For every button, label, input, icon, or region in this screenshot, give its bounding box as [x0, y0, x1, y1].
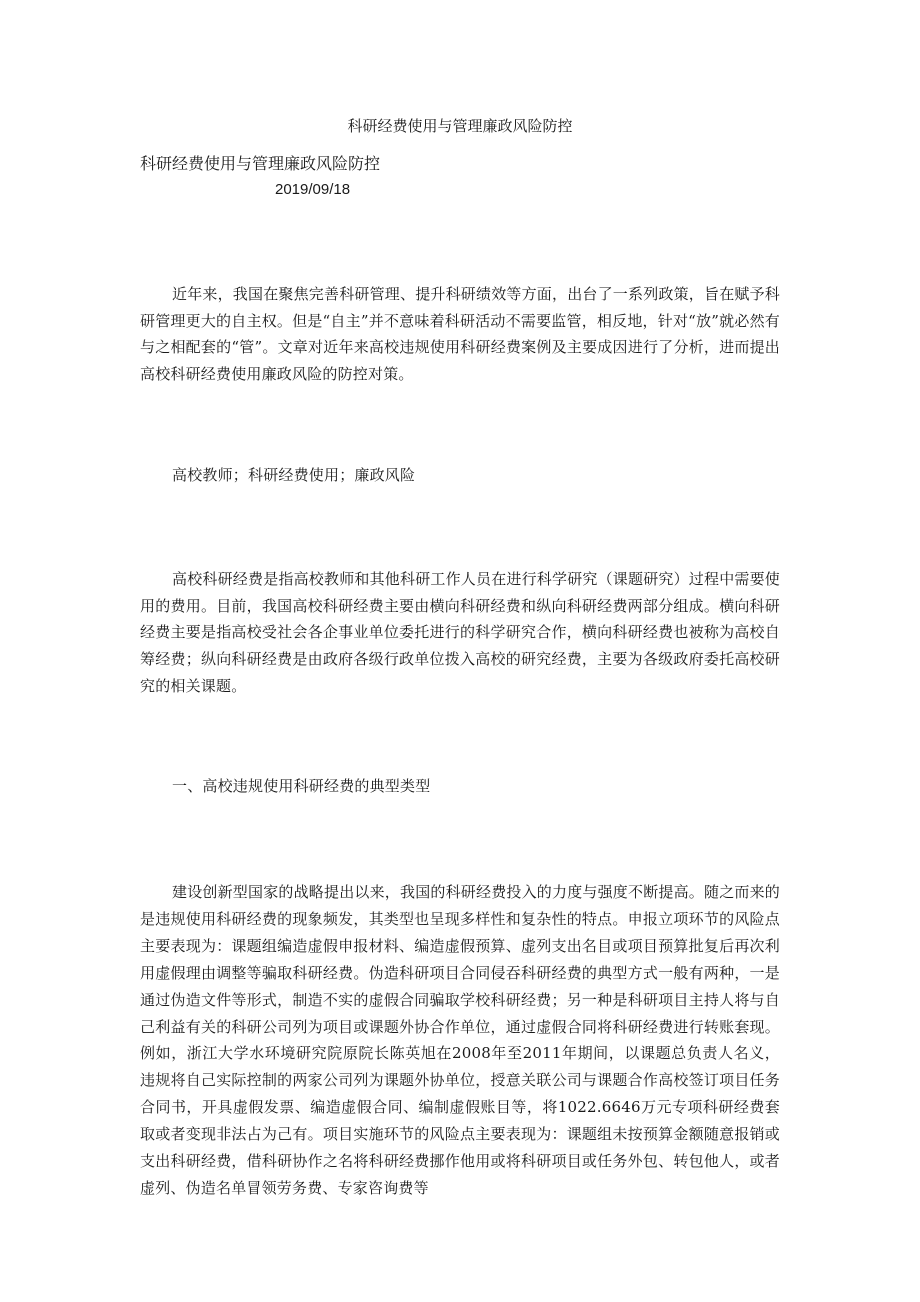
document-date: 2019/09/18: [275, 181, 351, 198]
abstract-paragraph: 近年来，我国在聚焦完善科研管理、提升科研绩效等方面，出台了一系列政策，旨在赋予科研管理更大的自主权。但是“自主”并不意味着科研活动不需要监管，相反地，针对“放”就必然有与之相配套的“管”。文章对近年来高校违规使用科研经费案例及主要成因进行了分析，进而提出高校科研经费使用廉政风险的防控对策。: [140, 285, 781, 384]
section-heading: 一、高校违规使用科研经费的典型类型: [172, 777, 431, 795]
document-title: 科研经费使用与管理廉政风险防控: [140, 154, 381, 173]
intro-paragraph: 高校科研经费是指高校教师和其他科研工作人员在进行科学研究（课题研究）过程中需要使用的费用。目前，我国高校科研经费主要由横向科研经费和纵向科研经费两部分组成。横向科研经费主要是指高校受社会各企事业单位委托进行的科学研究合作，横向科研经费也被称为高校自筹经费；纵向科研经费是由政府各级行政单位拨入高校的研究经费，主要为各级政府委托高校研究的相关课题。: [140, 570, 781, 695]
body-paragraph: 建设创新型国家的战略提出以来，我国的科研经费投入的力度与强度不断提高。随之而来的是违规使用科研经费的现象频发，其类型也呈现多样性和复杂性的特点。申报立项环节的风险点主要表现为：课题组编造虚假申报材料、编造虚假预算、虚列支出名目或项目预算批复后再次利用虚假理由调整等骗取科研经费。伪造科研项目合同侵吞科研经费的典型方式一般有两种，一是通过伪造文件等形式，制造不实的虚假合同骗取学校科研经费；另一种是科研项目主持人将与自己利益有关的科研公司列为项目或课题外协合作单位，通过虚假合同将科研经费进行转账套现。例如，浙江大学水环境研究院原院长陈英旭在2008年至2011年期间，以课题总负责人名义，违规将自己实际控制的两家公司列为课题外协单位，授意关联公司与课题合作高校签订项目任务合同书，开具虚假发票、编造虚假合同、编制虚假账目等，将1022.6646万元专项科研经费套取或者变现非法占为己有。项目实施环节的风险点主要表现为：课题组未按预算金额随意报销或支出科研经费，借科研协作之名将科研经费挪作他用或将科研项目或任务外包、转包他人，或者虚列、伪造名单冒领劳务费、专家咨询费等: [140, 883, 781, 1197]
keywords-paragraph: 高校教师；科研经费使用；廉政风险: [172, 466, 416, 484]
header-title: 科研经费使用与管理廉政风险防控: [347, 117, 573, 135]
